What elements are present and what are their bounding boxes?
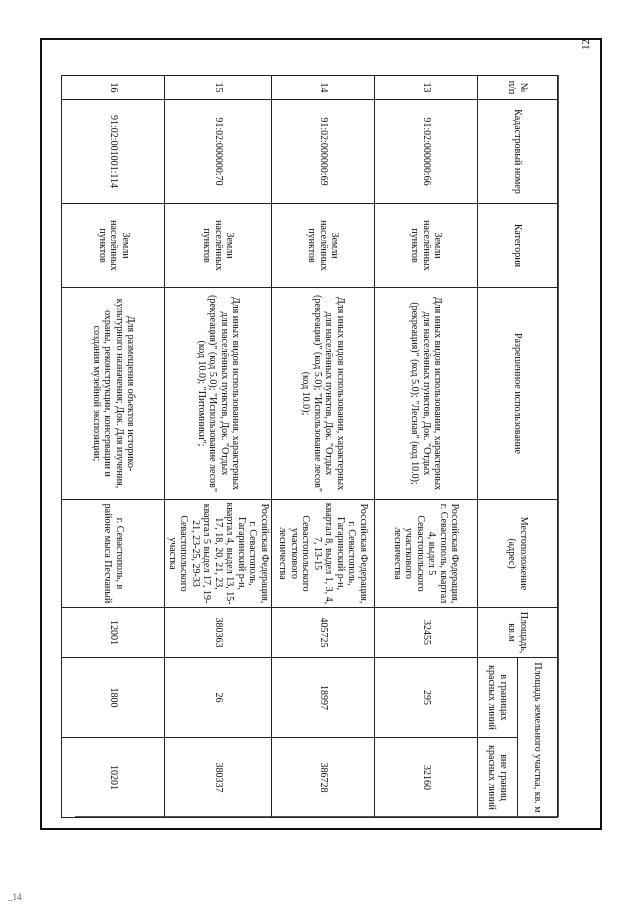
- header-location: Местоположение (адрес): [478, 500, 558, 608]
- header-area: Площадь, кв.м: [478, 608, 558, 658]
- header-num: № п/п: [478, 76, 558, 100]
- cell-category: Земли населённых пунктов: [62, 204, 165, 288]
- cell-cadastral: 91:02:000000:70: [165, 100, 272, 204]
- cell-category: Земли населённых пунктов: [272, 204, 375, 288]
- land-plots-table: [62, 75, 559, 818]
- cell-area: 12001: [62, 608, 165, 658]
- cell-area: 380363: [165, 608, 272, 658]
- table-row: [62, 76, 165, 818]
- cell-outside: 32160: [375, 738, 478, 818]
- cell-num: 15: [165, 76, 272, 100]
- table-row: [375, 76, 478, 818]
- cell-num: 13: [375, 76, 478, 100]
- table-row: [165, 76, 272, 818]
- cell-outside: 386728: [272, 738, 375, 818]
- cell-inside: 1800: [62, 658, 165, 738]
- header-land-area: Площадь земельного участка, кв. м: [518, 658, 558, 818]
- cell-category: Земли населённых пунктов: [375, 204, 478, 288]
- cell-use: Для иных видов использования, характерных для населённых пунктов, Док. "Отдых (рекреация)" (код 5.0); "Лесная" (код 10.0);: [375, 288, 478, 500]
- cell-num: 16: [62, 76, 165, 100]
- rotated-table-container: [75, 75, 558, 817]
- cell-outside: 10201: [62, 738, 165, 818]
- header-use: Разрешенное использование: [478, 288, 558, 500]
- cell-cadastral: 91:02:001001:114: [62, 100, 165, 204]
- cell-use: Для иных видов использования, характерных для населённых пунктов, Док. "Отдых (рекреация)" (код 5.0); "Использование лесов" (код 10.0);: [272, 288, 375, 500]
- cell-inside: 26: [165, 658, 272, 738]
- cell-area: 405725: [272, 608, 375, 658]
- bottom-rule: [558, 75, 559, 817]
- header-outside: вне границ красных линий: [478, 738, 518, 818]
- cell-cadastral: 91:02:000000:66: [375, 100, 478, 204]
- header-inside: в границах красных линий: [478, 658, 518, 738]
- cell-use: Для размещения объектов историко-культурного назначения; Док. Для изучения, охраны, реконструкции, консервации и создания музейной экспозиции;: [62, 288, 165, 500]
- cell-location: г. Севастополь, в районе мыса Песчаный: [62, 500, 165, 608]
- cell-category: Земли населённых пунктов: [165, 204, 272, 288]
- header-category: Категория: [478, 204, 558, 288]
- cell-location: Российская Федерация, г. Севастополь, Гагаринский р-н, квартал 8, выдел 1, 3, 4, 7, 13-15 Севастопольского участкового лесничества: [272, 500, 375, 608]
- header-cadastral: Кадастровый номер: [478, 100, 558, 204]
- page-number: 12: [580, 39, 592, 50]
- cell-cadastral: 91:02:000000:69: [272, 100, 375, 204]
- cell-inside: 18997: [272, 658, 375, 738]
- cell-inside: 295: [375, 658, 478, 738]
- cell-outside: 380337: [165, 738, 272, 818]
- cell-num: 14: [272, 76, 375, 100]
- corner-mark: _14: [8, 892, 22, 902]
- cell-location: Российская Федерация, г. Севастополь, Гагаринский р-н, квартал 4, выдел 13, 15-17, 18, 20, 21, 23, квартал 5 выдел 17, 19-21, 23-25, 29-33 Севастопольского участка: [165, 500, 272, 608]
- table-row: [272, 76, 375, 818]
- cell-location: Российская Федерация, г. Севастополь, квартал 4, выдел 5 Севастопольского участкового лесничества: [375, 500, 478, 608]
- cell-area: 32455: [375, 608, 478, 658]
- cell-use: Для иных видов использования, характерных для населённых пунктов, Док. "Отдых (рекреация)" (код 5.0); "Использование лесов" (код 10.0); "Питомники";: [165, 288, 272, 500]
